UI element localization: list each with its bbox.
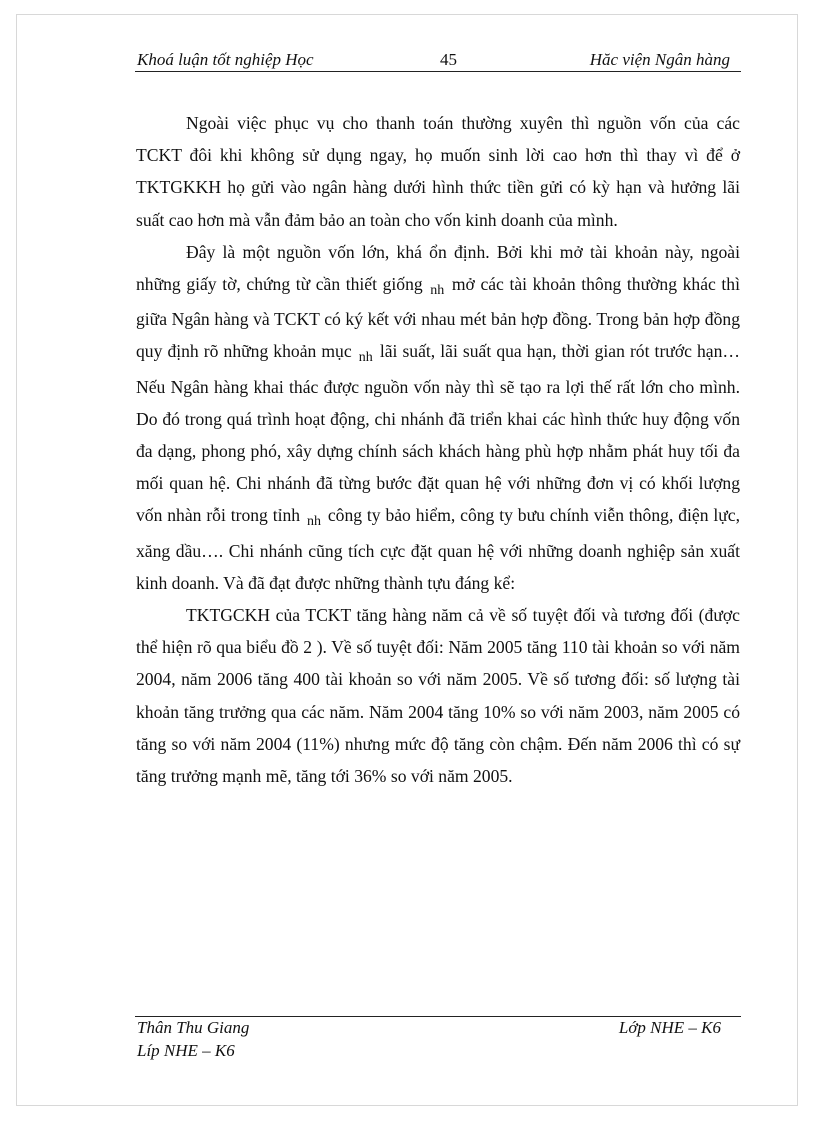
- page-header: [135, 50, 740, 72]
- paragraph-3: TKTGCKH của TCKT tăng hàng năm cả về số tuyệt đối và tương đối (được thể hiện rõ qua biểu đồ 2 ). Về số tuyệt đối: Năm 2005 tăng 110 tài khoản so với năm 2004, năm 2006 tăng 400 tài khoản so với năm 2005. Về số tương đối: số lượng tài khoản tăng trưởng qua các năm. Năm 2004 tăng 10% so với năm 2003, năm 2005 có tăng so với năm 2004 (11%) nhưng mức độ tăng còn chậm. Đến năm 2006 thì có sự tăng trưởng mạnh mẽ, tăng tới 36% so với năm 2005.: [136, 605, 740, 787]
- paragraph-2-part-a: Đây là một nguồn vốn lớn, khá ổn định. Bởi khi mở tài khoản này, ngoài những giấy tờ, chứng từ cần thiết giống: [136, 241, 740, 295]
- paragraph-2: [136, 236, 740, 599]
- paragraph-1: Ngoài việc phục vụ cho thanh toán thường xuyên thì nguồn vốn của các TCKT đôi khi không sử dụng ngay, họ muốn sinh lời cao hơn thì thay vì để ở TKTGKKH họ gửi vào ngân hàng dưới hình thức tiền gửi có kỳ hạn và hưởng lãi suất cao hơn mà vẫn đảm bảo an toàn cho vốn kinh doanh của mình.: [136, 113, 740, 230]
- subscript-fragment: nh: [358, 350, 373, 366]
- header-thesis-title: Khoá luận tốt nghiệp Học: [137, 50, 314, 69]
- paragraph-2-part-c: lãi suất, lãi suất qua hạn, thời gian rót trước hạn… Nếu Ngân hàng khai thác được nguồn vốn này thì sẽ tạo ra lợi thế rất lớn cho mình. Do đó trong quá trình hoạt động, chi nhánh đã triển khai các hình thức huy động vốn đa dạng, phong phó, xây dựng chính sách khách hàng phù hợp nhằm phát huy tối đa mối quan hệ. Chi nhánh đã từng bước đặt quan hệ với những đơn vị có khối lượng vốn nhàn rỗi trong tỉnh: [136, 341, 741, 526]
- footer-class-left: Líp NHE – K6: [137, 1041, 235, 1060]
- subscript-fragment: nh: [306, 514, 321, 530]
- paragraph-2-part-b: mở các tài khoản thông thường khác thì giữa Ngân hàng và TCKT có ký kết với nhau mét bản hợp đồng. Trong bản hợp đồng quy định rõ những khoản mục: [136, 274, 740, 362]
- paragraph-2-part-d: công ty bảo hiểm, công ty bưu chính viễn thông, điện lực, xăng dầu…. Chi nhánh cũng tích cực đặt quan hệ với những doanh nghiệp sản xuất kinh doanh. Và đã đạt được những thành tựu đáng kể:: [136, 505, 740, 593]
- header-divider: [135, 71, 741, 72]
- footer-author: Thân Thu Giang: [137, 1018, 250, 1037]
- body-text: [136, 107, 740, 792]
- footer-class-right: Lớp NHE – K6: [618, 1018, 721, 1037]
- page-number: 45: [440, 50, 457, 69]
- header-institution: Hăc viện Ngân hàng: [589, 50, 730, 69]
- subscript-fragment: nh: [430, 283, 445, 299]
